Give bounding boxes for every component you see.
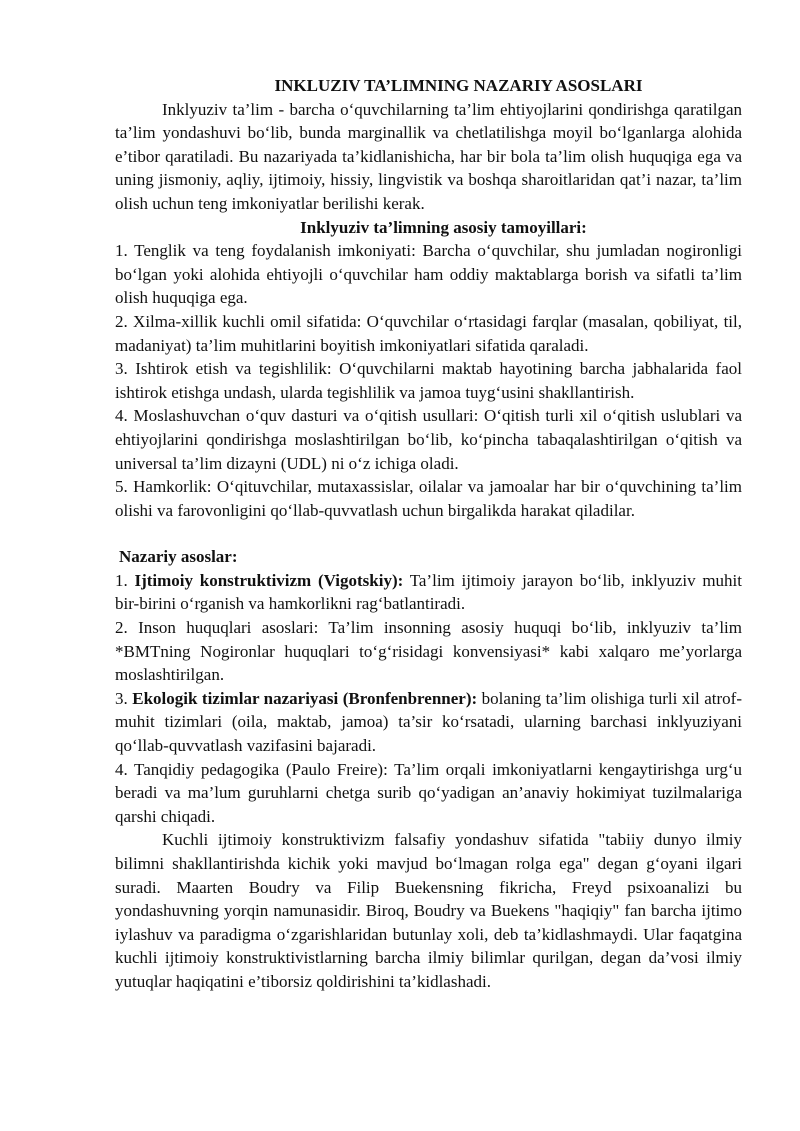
theory-name: Ekologik tizimlar nazariyasi (Bronfenbrenner):	[132, 688, 478, 708]
theory-item	[115, 687, 742, 758]
theory-item	[115, 758, 742, 829]
theory-text: 2. Inson huquqlari asoslari: Ta’lim insonning asosiy huquqi bo‘lib, inklyuziv ta’lim *BMTning Nogironlar huquqlari to‘g‘risidagi konvensiyasi* kabi xalqaro me’yorlarga moslashtirilgan.	[115, 618, 742, 685]
intro-paragraph: Inklyuziv ta’lim - barcha o‘quvchilarning ta’lim ehtiyojlarini qondirishga qaratilgan ta’lim yondashuvi bo‘lib, bunda marginallik va chetlatilishga moyil bo‘lganlarga alohida e’tibor qaratiladi. Bu nazariyada ta’kidlanishicha, har bir bola ta’lim olish huquqiga ega va uning jismoniy, aqliy, ijtimoiy, hissiy, lingvistik va boshqa sharoitlaridan qat’i nazar, ta’lim olish uchun teng imkoniyatlar berilishi kerak.	[115, 99, 742, 213]
closing-paragraph: Kuchli ijtimoiy konstruktivizm falsafiy yondashuv sifatida "tabiiy dunyo ilmiy bilimni shakllantirishda kichik yoki mavjud bo‘lmagan rolga ega" degan g‘oyani ilgari suradi. Maarten Boudry va Filip Buekensning fikricha, Freyd psixoanalizi bu yondashuvning yorqin namunasidir. Biroq, Boudry va Buekens "haqiqiy" fan barcha ijtimo iylashuv va paradigma o‘zgarishlaridan butunlay xoli, deb ta’kidlashmaydi. Ular faqatgina kuchli ijtimoiy konstruktivistlarning barcha ilmiy bilimlar qurilgan, degan da’vosi ilmiy yutuqlar haqiqatini e’tiborsiz qoldirishini ta’kidlashadi.	[115, 830, 742, 991]
theory-text: Ta’lim ijtimoiy jarayon bo‘lib, inklyuziv muhit bir-birini o‘rganish va hamkorlikni rag‘batlantiradi.	[115, 570, 742, 614]
theory-number: 1.	[115, 570, 135, 590]
theory-heading: Nazariy asoslar:	[119, 547, 238, 567]
principle-item: 5. Hamkorlik: O‘qituvchilar, mutaxassislar, oilalar va jamoalar har bir o‘quvchining ta’lim olishi va farovonligini qo‘llab-quvvatlash uchun birgalikda harakat qiladilar.	[115, 477, 742, 520]
document-page	[115, 74, 742, 994]
principle-item: 2. Xilma-xillik kuchli omil sifatida: O‘quvchilar o‘rtasidagi farqlar (masalan, qobiliyat, til, madaniyat) ta’lim muhitlarini boyitish imkoniyatlari sifatida qaraladi.	[115, 311, 742, 355]
theory-name: Ijtimoiy konstruktivizm (Vigotskiy):	[134, 570, 404, 590]
theory-item	[115, 616, 742, 687]
principle-item: 4. Moslashuvchan o‘quv dasturi va o‘qitish usullari: O‘qitish turli xil o‘qitish uslublari va ehtiyojlarini qondirishga moslashtirilgan bo‘lib, ko‘pincha tabaqalashtirilgan o‘qitish va universal ta’lim dizayni (UDL) ni o‘z ichiga oladi.	[115, 406, 742, 473]
principles-list	[115, 239, 742, 522]
theory-item	[115, 569, 742, 616]
principle-item: 3. Ishtirok etish va tegishlilik: O‘quvchilarni maktab hayotining barcha jabhalarida faol ishtirok etishga undash, ularda tegishlilik va jamoa tuyg‘usini shakllantirish.	[115, 359, 742, 402]
document-title: INKLUZIV TA’LIMNING NAZARIY ASOSLARI	[274, 76, 643, 95]
theory-text: bolaning ta’lim olishiga turli xil atrof-muhit tizimlari (oila, maktab, jamoa) ta’sir ko‘rsatadi, ularning barchasi inklyuziyani qo‘llab-quvvatlash vazifasini bajaradi.	[115, 688, 743, 756]
theory-text: 4. Tanqidiy pedagogika (Paulo Freire): Ta’lim orqali imkoniyatlarni kengaytirishga urg‘u beradi va ma’lum guruhlarni chetga surib qo‘yadigan an’anaviy hokimiyat tuzilmalariga qarshi chiqadi.	[115, 759, 742, 826]
theory-number: 3.	[115, 688, 133, 708]
principles-heading: Inklyuziv ta’limning asosiy tamoyillari:	[300, 217, 587, 237]
principle-item: 1. Tenglik va teng foydalanish imkoniyati: Barcha o‘quvchilar, shu jumladan nogironligi bo‘lgan yoki alohida ehtiyojli o‘quvchilar ham oddiy maktablarga borish va sifatli ta’lim olish huquqiga ega.	[115, 241, 742, 308]
theory-list	[115, 569, 742, 829]
